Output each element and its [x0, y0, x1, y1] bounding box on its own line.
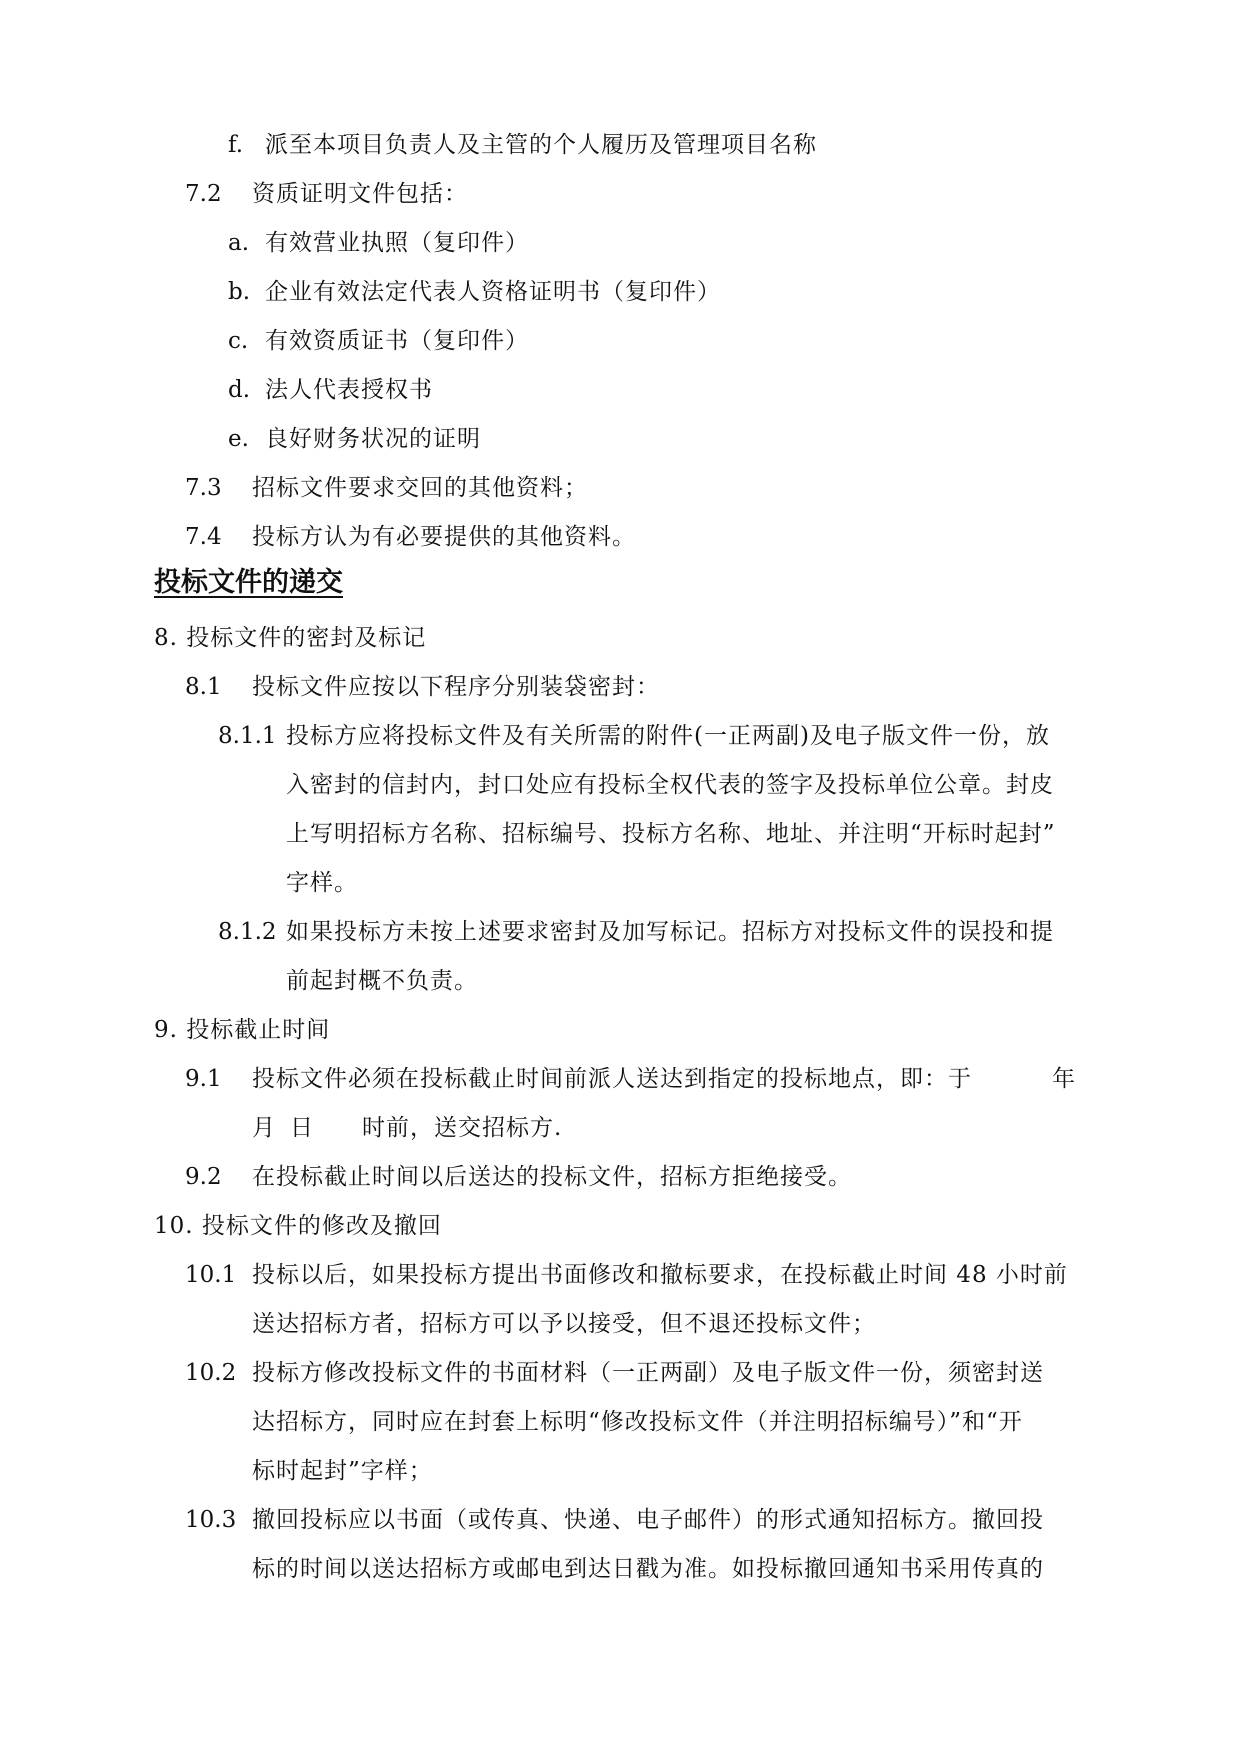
- clause-line: 如果投标方未按上述要求密封及加写标记。招标方对投标文件的误投和提: [286, 919, 1054, 945]
- list-marker: f.: [228, 132, 244, 158]
- list-item-text: 有效营业执照（复印件）: [265, 230, 529, 256]
- clause-text: 投标文件应按以下程序分别装袋密封：: [252, 674, 660, 700]
- clause-text: 投标方认为有必要提供的其他资料。: [252, 524, 636, 550]
- clause-line: 投标方修改投标文件的书面材料（一正两副）及电子版文件一份，须密封送: [252, 1360, 1044, 1386]
- clause-number: 7.2: [185, 181, 222, 207]
- list-item-text: 企业有效法定代表人资格证明书（复印件）: [265, 279, 721, 305]
- clause-line: 投标文件必须在投标截止时间前派人送达到指定的投标地点，即：于: [252, 1066, 972, 1092]
- section-title: 8. 投标文件的密封及标记: [154, 625, 427, 651]
- month-label: 月: [252, 1115, 276, 1141]
- list-marker: c.: [228, 328, 249, 354]
- clause-number: 9.1: [185, 1066, 222, 1092]
- clause-number: 10.3: [185, 1507, 237, 1533]
- clause-line: 投标方应将投标文件及有关所需的附件(一正两副)及电子版文件一份，放: [286, 723, 1050, 749]
- clause-text: 招标文件要求交回的其他资料；: [252, 475, 588, 501]
- clause-number: 8.1.1: [218, 723, 277, 749]
- clause-number: 10.2: [185, 1360, 237, 1386]
- clause-number: 9.2: [185, 1164, 222, 1190]
- list-marker: b.: [228, 279, 251, 305]
- clause-line: 撤回投标应以书面（或传真、快递、电子邮件）的形式通知招标方。撤回投: [252, 1507, 1044, 1533]
- list-marker: e.: [228, 426, 249, 452]
- clause-line: 投标以后，如果投标方提出书面修改和撤标要求，在投标截止时间 48 小时前: [252, 1262, 1068, 1288]
- clause-line: 时前，送交招标方.: [362, 1115, 563, 1141]
- list-marker: d.: [228, 377, 251, 403]
- list-item-text: 派至本项目负责人及主管的个人履历及管理项目名称: [265, 132, 817, 158]
- clause-line: 标时起封”字样；: [252, 1458, 433, 1484]
- clause-line: 送达招标方者，招标方可以予以接受，但不退还投标文件；: [252, 1311, 876, 1337]
- list-item-text: 法人代表授权书: [265, 377, 433, 403]
- day-label: 日: [290, 1115, 314, 1141]
- clause-line: 字样。: [286, 870, 358, 896]
- clause-text: 在投标截止时间以后送达的投标文件，招标方拒绝接受。: [252, 1164, 852, 1190]
- year-label: 年: [1052, 1066, 1076, 1092]
- clause-number: 8.1.2: [218, 919, 277, 945]
- clause-line: 达招标方，同时应在封套上标明“修改投标文件（并注明招标编号）”和“开: [252, 1409, 1023, 1435]
- clause-line: 标的时间以送达招标方或邮电到达日戳为准。如投标撤回通知书采用传真的: [252, 1556, 1044, 1582]
- clause-number: 10.1: [185, 1262, 237, 1288]
- section-heading: 投标文件的递交: [154, 567, 343, 598]
- clause-line: 上写明招标方名称、招标编号、投标方名称、地址、并注明“开标时起封”: [286, 821, 1056, 847]
- list-item-text: 有效资质证书（复印件）: [265, 328, 529, 354]
- clause-line: 入密封的信封内，封口处应有投标全权代表的签字及投标单位公章。封皮: [286, 772, 1054, 798]
- section-title: 9. 投标截止时间: [154, 1017, 331, 1043]
- clause-number: 8.1: [185, 674, 222, 700]
- section-title: 10. 投标文件的修改及撤回: [154, 1213, 442, 1239]
- list-marker: a.: [228, 230, 250, 256]
- clause-line: 前起封概不负责。: [286, 968, 478, 994]
- clause-number: 7.3: [185, 475, 222, 501]
- clause-number: 7.4: [185, 524, 222, 550]
- clause-text: 资质证明文件包括：: [252, 181, 468, 207]
- list-item-text: 良好财务状况的证明: [265, 426, 481, 452]
